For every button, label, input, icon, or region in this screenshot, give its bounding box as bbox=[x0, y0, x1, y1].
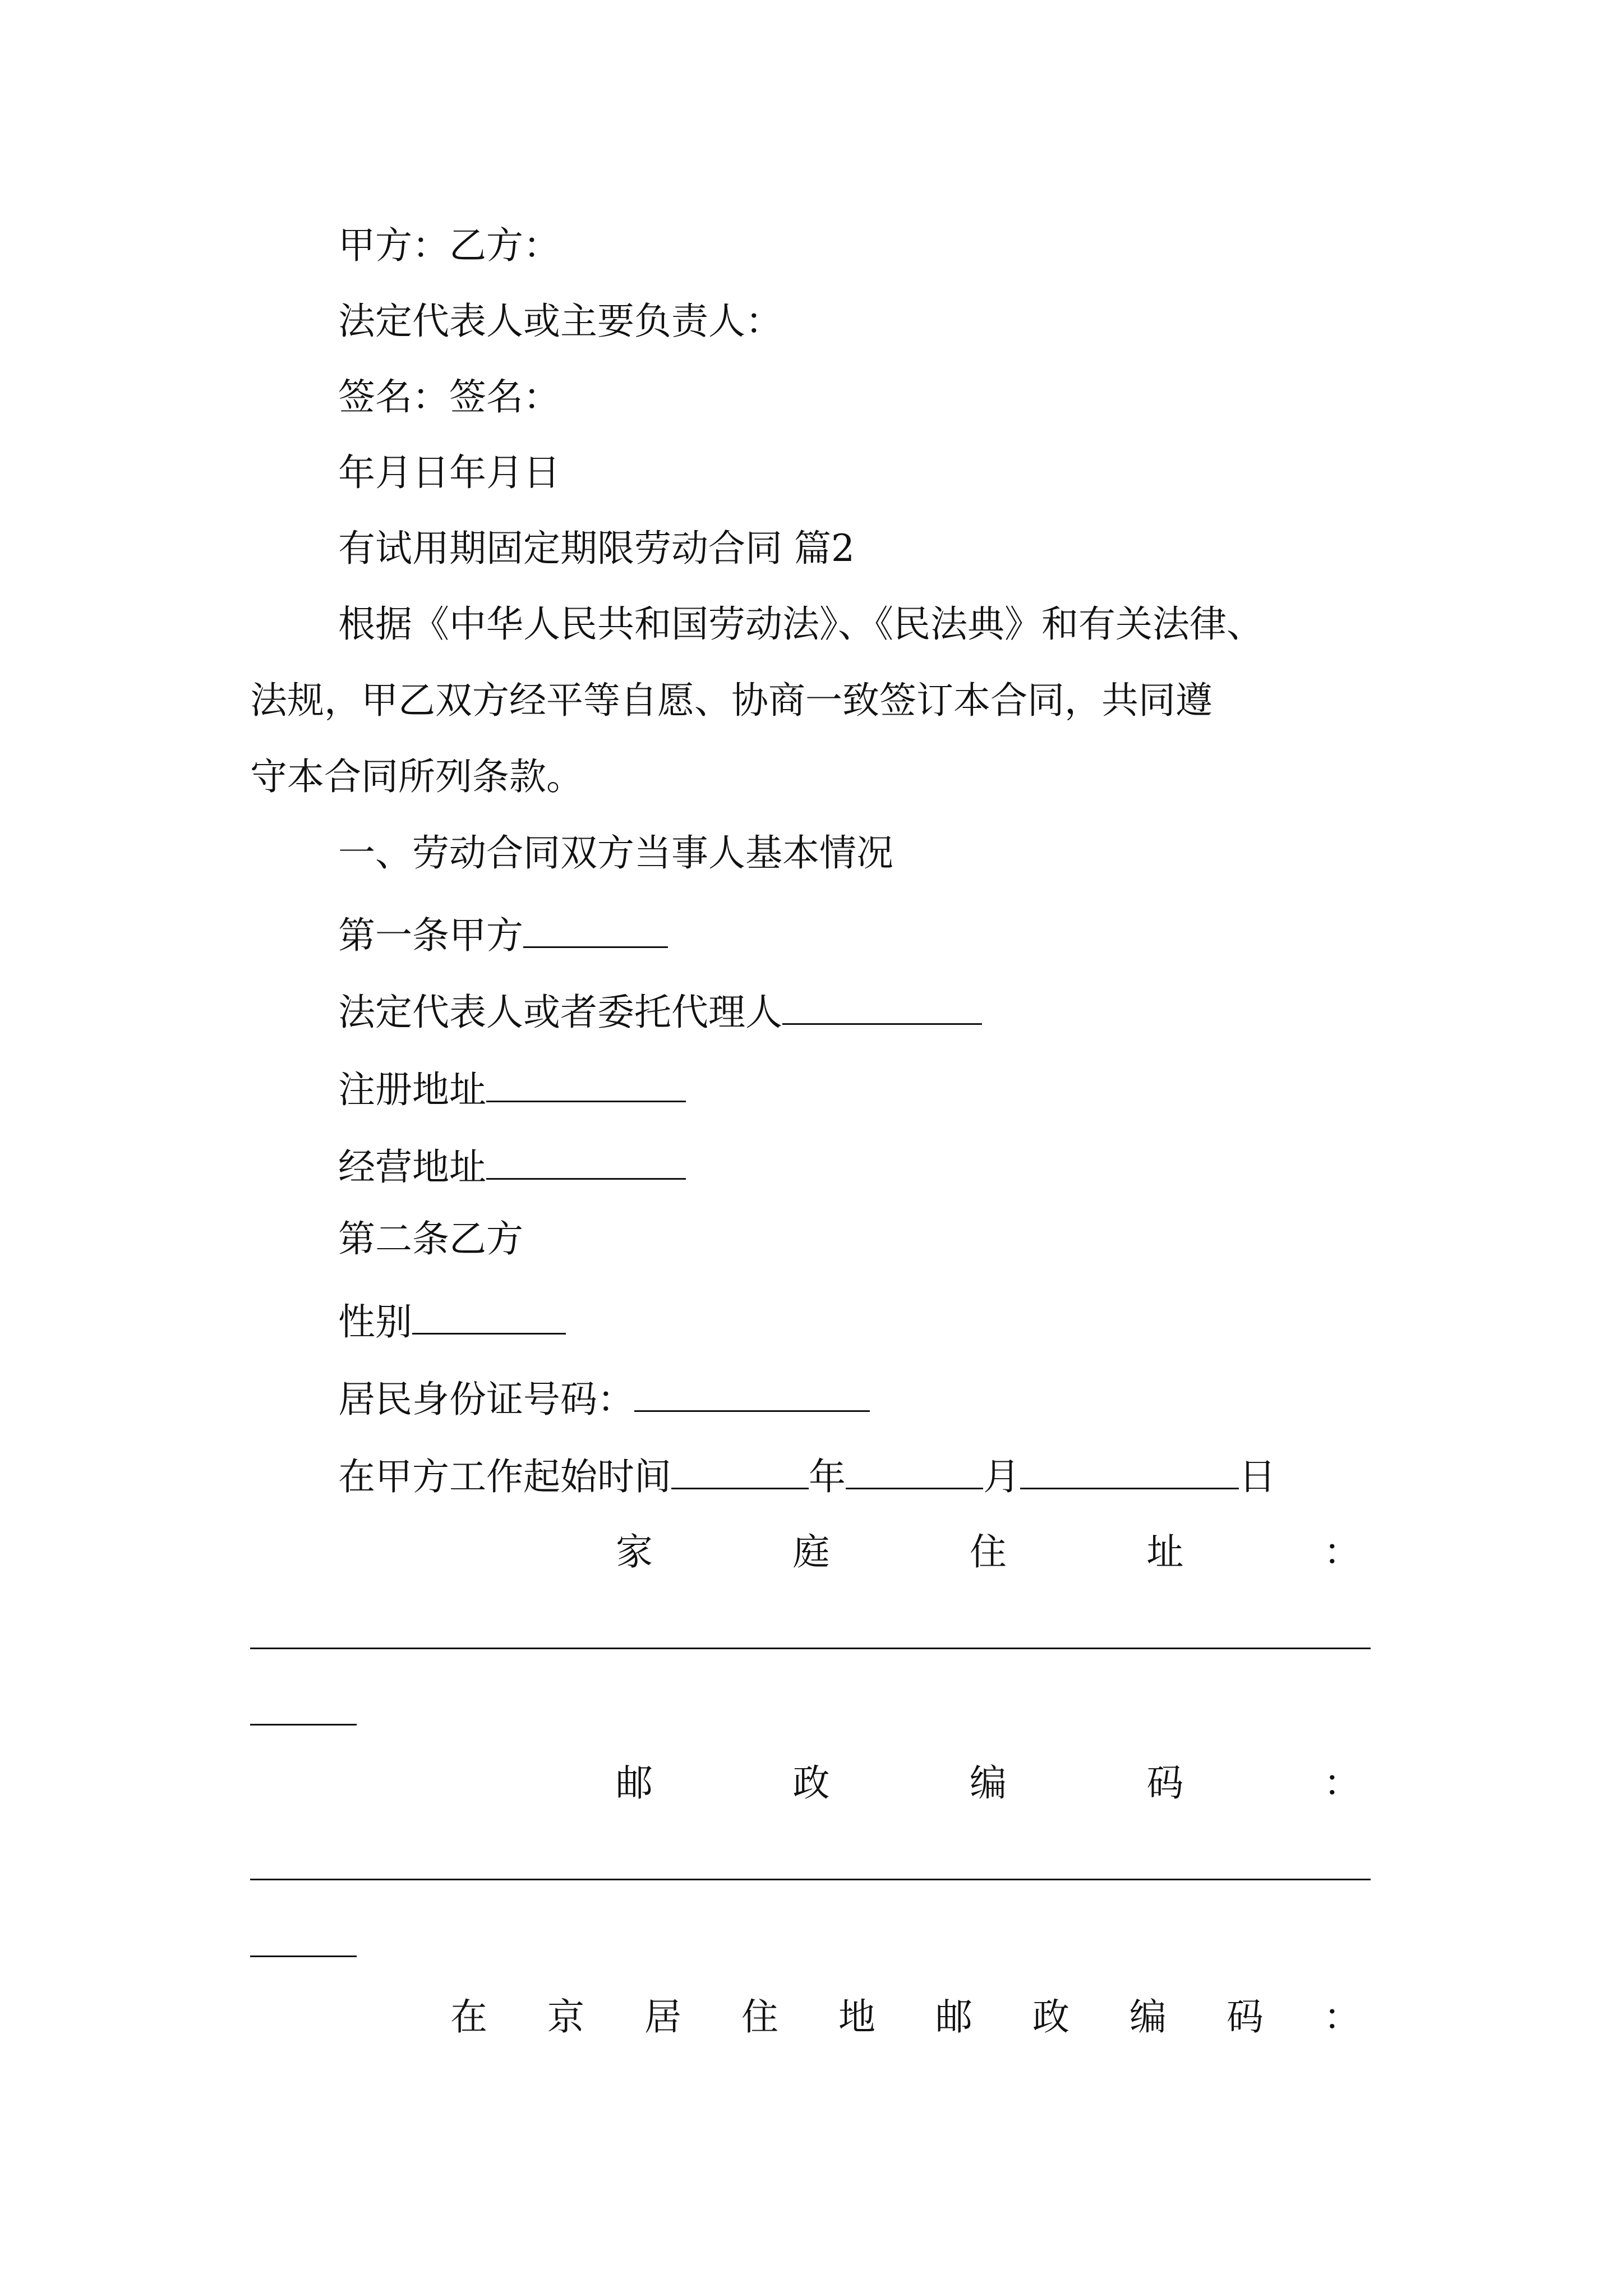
chapter-heading: 一、劳动合同双方当事人基本情况 bbox=[338, 831, 893, 875]
gender-label: 性别 bbox=[338, 1300, 412, 1343]
start-month-blank[interactable] bbox=[846, 1453, 983, 1489]
biz-address-blank[interactable] bbox=[486, 1143, 686, 1180]
month-label: 月 bbox=[983, 1455, 1020, 1498]
article1-label: 第一条甲方 bbox=[338, 914, 523, 957]
id-number-label: 居民身份证号码： bbox=[338, 1378, 634, 1421]
start-year-blank[interactable] bbox=[671, 1453, 809, 1489]
parties-line: 甲方：乙方： bbox=[338, 224, 560, 267]
postal-code-rule-1[interactable] bbox=[250, 1879, 1371, 1880]
beijing-postal-label: 在 京 居 住 地 邮 政 编 码 ： bbox=[450, 1995, 1361, 2039]
gender-blank[interactable] bbox=[412, 1298, 566, 1335]
biz-address-label: 经营地址 bbox=[338, 1145, 486, 1189]
reg-address-label: 注册地址 bbox=[338, 1068, 486, 1111]
intro-line-1: 根据《中华人民共和国劳动法》、《民法典》和有关法律、 bbox=[338, 602, 1264, 646]
reg-address-line bbox=[338, 1066, 686, 1111]
intro-line-3: 守本合同所列条款。 bbox=[250, 755, 583, 798]
year-label: 年 bbox=[809, 1455, 846, 1498]
day-label: 日 bbox=[1239, 1455, 1276, 1498]
legal-rep-blank[interactable] bbox=[782, 988, 982, 1025]
home-address-label: 家 庭 住 址 ： bbox=[616, 1530, 1361, 1573]
postal-code-label: 邮 政 编 码 ： bbox=[616, 1761, 1361, 1805]
section-title: 有试用期固定期限劳动合同 篇2 bbox=[338, 527, 855, 570]
representative-line: 法定代表人或主要负责人： bbox=[338, 300, 782, 343]
start-time-line bbox=[338, 1453, 1276, 1496]
reg-address-blank[interactable] bbox=[486, 1066, 686, 1102]
article1-line bbox=[338, 912, 668, 957]
signatures-line: 签名：签名： bbox=[338, 375, 560, 418]
article1-blank[interactable] bbox=[523, 912, 668, 948]
start-time-label: 在甲方工作起始时间 bbox=[338, 1455, 671, 1498]
start-day-blank[interactable] bbox=[1020, 1453, 1239, 1489]
home-address-rule-1[interactable] bbox=[250, 1648, 1371, 1649]
gender-line bbox=[338, 1298, 566, 1341]
legal-rep-label: 法定代表人或者委托代理人 bbox=[338, 991, 782, 1034]
home-address-rule-2[interactable] bbox=[250, 1724, 357, 1726]
id-number-line bbox=[338, 1375, 870, 1421]
legal-rep-line bbox=[338, 988, 982, 1034]
biz-address-line bbox=[338, 1143, 686, 1189]
article2-line: 第二条乙方 bbox=[338, 1217, 523, 1260]
intro-line-2: 法规，甲乙双方经平等自愿、协商一致签订本合同，共同遵 bbox=[250, 679, 1212, 722]
postal-code-rule-2[interactable] bbox=[250, 1955, 357, 1957]
dates-line: 年月日年月日 bbox=[338, 451, 560, 494]
id-number-blank[interactable] bbox=[634, 1375, 870, 1412]
